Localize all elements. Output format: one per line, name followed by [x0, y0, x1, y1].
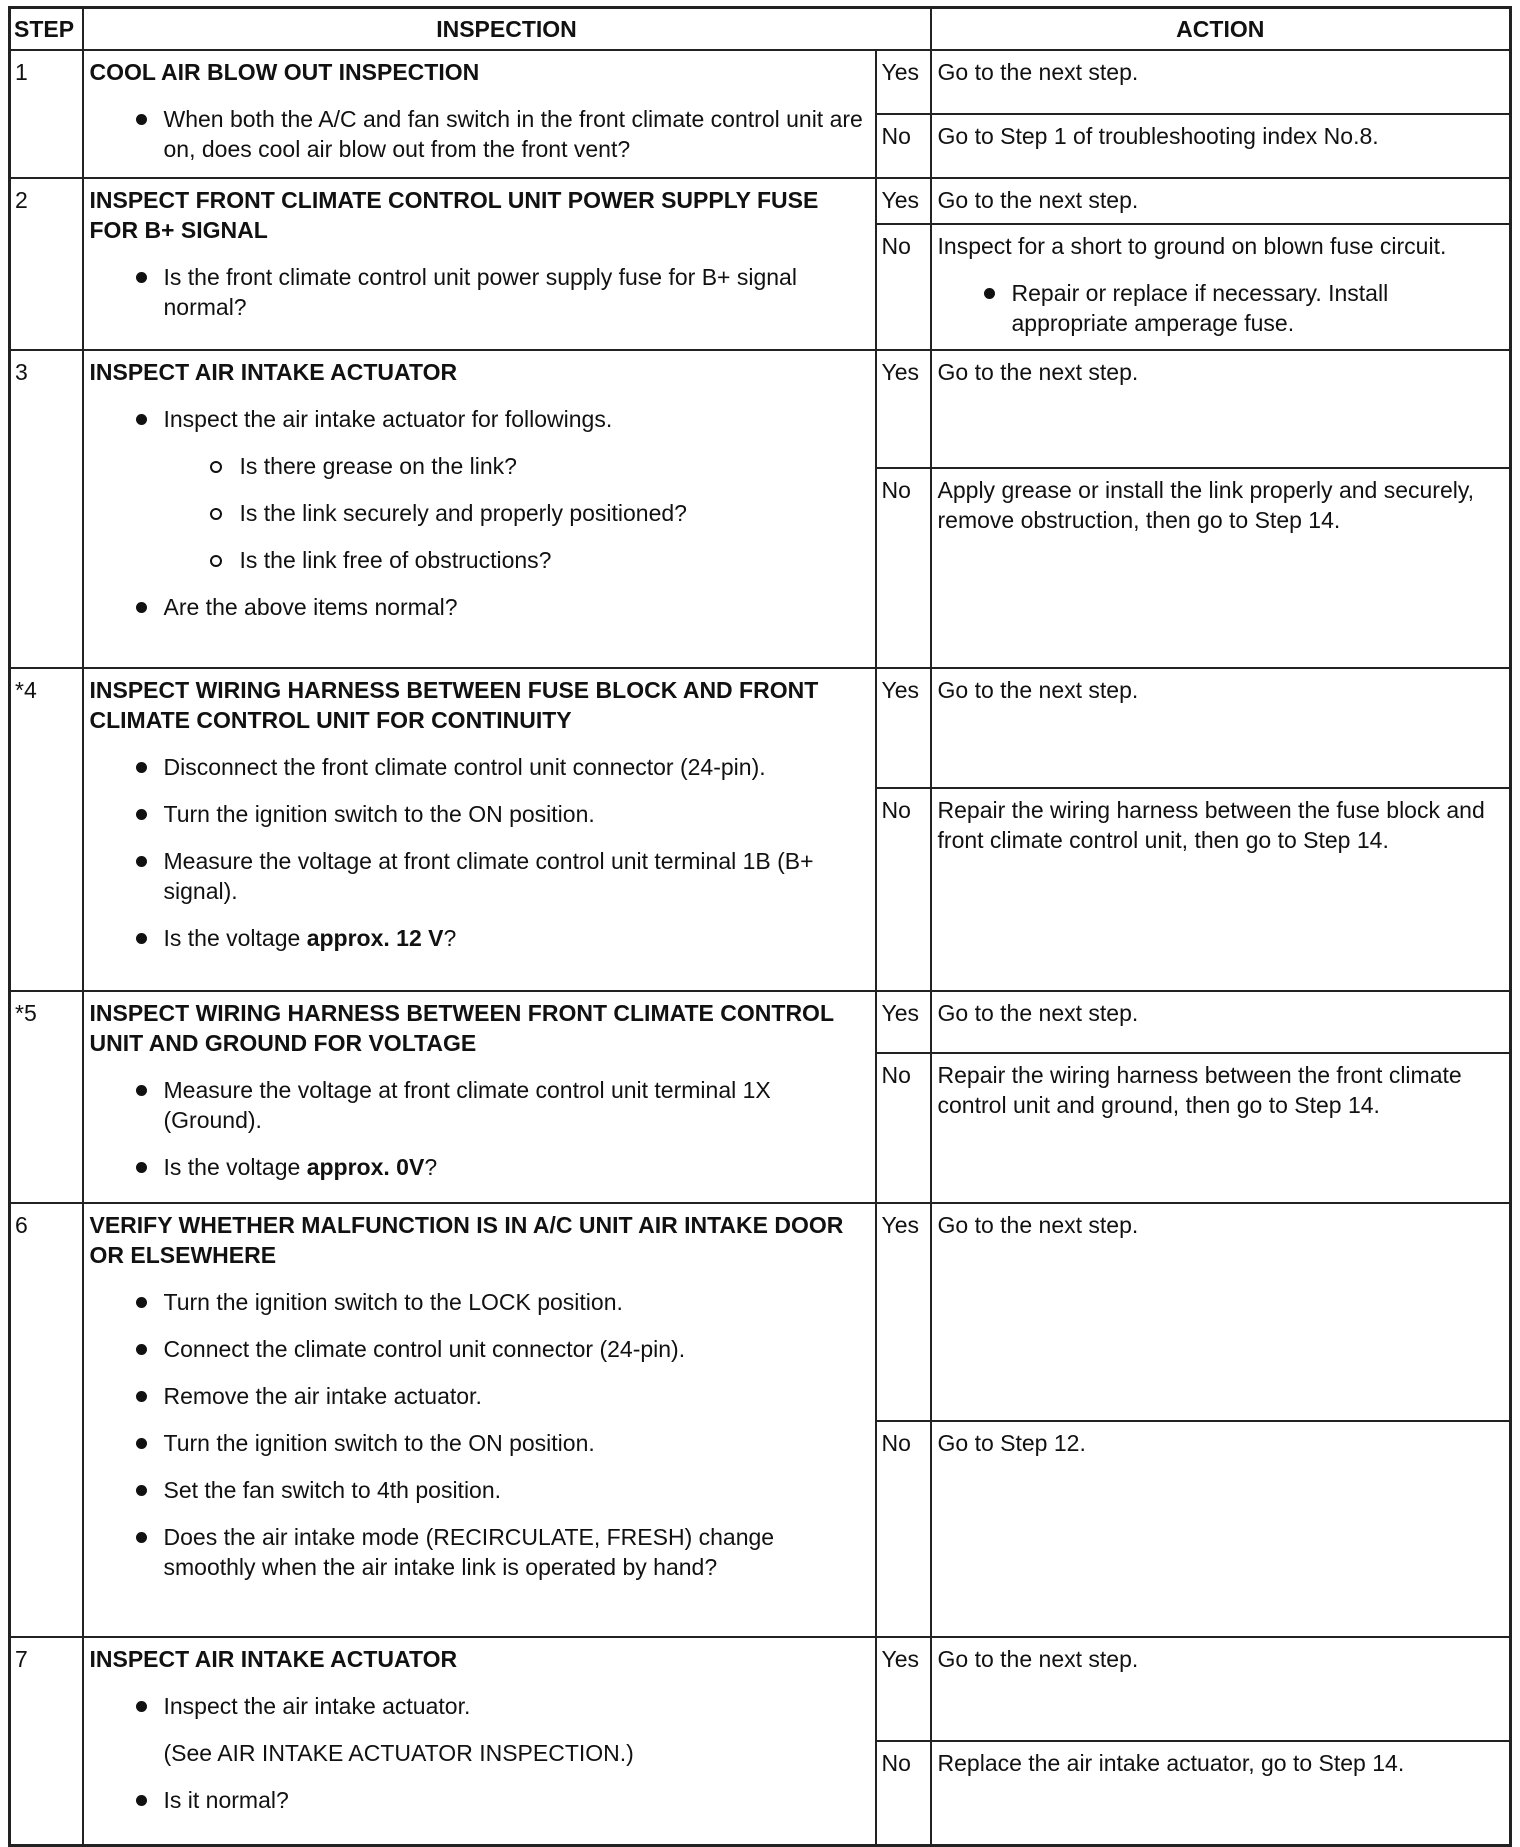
no-action-cell	[931, 224, 1511, 350]
inspection-cell	[83, 1203, 876, 1637]
inspection-item: Remove the air intake actuator.	[90, 1381, 869, 1411]
step-2-yes-row	[10, 178, 1511, 224]
bullet-icon	[136, 114, 147, 125]
bullet-icon	[136, 1701, 147, 1712]
yes-action: Go to the next step.	[931, 1203, 1511, 1421]
no-action: Go to Step 1 of troubleshooting index No.8.	[931, 114, 1511, 178]
inspection-item: Turn the ignition switch to the ON position.	[90, 799, 869, 829]
yes-label: Yes	[876, 1637, 931, 1741]
yes-action: Go to the next step.	[931, 178, 1511, 224]
step-number: *4	[10, 668, 83, 991]
yes-label: Yes	[876, 1203, 931, 1421]
inspection-item: Is the front climate control unit power supply fuse for B+ signal normal?	[90, 262, 869, 322]
yes-action: Go to the next step.	[931, 1637, 1511, 1741]
step-title: VERIFY WHETHER MALFUNCTION IS IN A/C UNIT AIR INTAKE DOOR OR ELSEWHERE	[89, 1212, 844, 1268]
inspection-item: Is the voltage approx. 12 V?	[90, 923, 869, 953]
inspection-item: Connect the climate control unit connector (24-pin).	[90, 1334, 869, 1364]
inspection-subitem: Is the link free of obstructions?	[90, 545, 869, 575]
step-number: 7	[10, 1637, 83, 1845]
header-step: STEP	[10, 8, 83, 51]
no-label: No	[876, 1741, 931, 1845]
yes-action: Go to the next step.	[931, 668, 1511, 788]
step-4-yes-row	[10, 668, 1511, 788]
no-label: No	[876, 468, 931, 668]
yes-label: Yes	[876, 178, 931, 224]
inspection-item: Measure the voltage at front climate control unit terminal 1X (Ground).	[90, 1075, 869, 1135]
yes-action: Go to the next step.	[931, 991, 1511, 1053]
inspection-cell	[83, 991, 876, 1203]
no-action: Repair the wiring harness between the fuse block and front climate control unit, then go to Step 14.	[931, 788, 1511, 991]
bullet-icon	[136, 602, 147, 613]
voltage-value: approx. 12 V	[306, 925, 444, 951]
inspection-cell	[83, 350, 876, 668]
yes-label: Yes	[876, 991, 931, 1053]
no-label: No	[876, 1053, 931, 1203]
bullet-icon	[136, 856, 147, 867]
step-number: 1	[10, 50, 83, 178]
inspection-item: Set the fan switch to 4th position.	[90, 1475, 869, 1505]
yes-action: Go to the next step.	[931, 350, 1511, 468]
no-label: No	[876, 788, 931, 991]
header-inspection: INSPECTION	[83, 8, 931, 51]
inspection-item: Inspect the air intake actuator.	[90, 1691, 869, 1721]
inspection-item: Inspect the air intake actuator for followings.	[90, 404, 869, 434]
inspection-item: Is it normal?	[90, 1785, 869, 1815]
no-label: No	[876, 224, 931, 350]
header-row	[10, 8, 1511, 51]
bullet-icon	[136, 1485, 147, 1496]
bullet-icon	[136, 1162, 147, 1173]
yes-label: Yes	[876, 668, 931, 788]
no-action-item: Repair or replace if necessary. Install appropriate amperage fuse.	[938, 278, 1504, 338]
bullet-icon	[136, 933, 147, 944]
yes-label: Yes	[876, 350, 931, 468]
inspection-subitem: Is the link securely and properly positioned?	[90, 498, 869, 528]
bullet-icon	[136, 1085, 147, 1096]
bullet-icon	[136, 1297, 147, 1308]
inspection-item: Are the above items normal?	[90, 592, 869, 622]
bullet-icon	[136, 809, 147, 820]
inspection-cell	[83, 668, 876, 991]
step-7-yes-row	[10, 1637, 1511, 1741]
bullet-icon	[136, 1391, 147, 1402]
inspection-cell	[83, 50, 876, 178]
circle-bullet-icon	[210, 555, 222, 567]
step-number: 6	[10, 1203, 83, 1637]
step-title: INSPECT FRONT CLIMATE CONTROL UNIT POWER SUPPLY FUSE FOR B+ SIGNAL	[89, 187, 819, 243]
inspection-item: Turn the ignition switch to the LOCK position.	[90, 1287, 869, 1317]
yes-label: Yes	[876, 50, 931, 114]
voltage-value: approx. 0V	[306, 1154, 425, 1180]
step-title: INSPECT AIR INTAKE ACTUATOR	[89, 1646, 458, 1672]
step-title: INSPECT WIRING HARNESS BETWEEN FUSE BLOCK AND FRONT CLIMATE CONTROL UNIT FOR CONTINUITY	[89, 677, 819, 733]
bullet-icon	[136, 272, 147, 283]
no-action: Replace the air intake actuator, go to Step 14.	[931, 1741, 1511, 1845]
bullet-icon	[136, 1438, 147, 1449]
no-action: Go to Step 12.	[931, 1421, 1511, 1637]
yes-action: Go to the next step.	[931, 50, 1511, 114]
inspection-item: When both the A/C and fan switch in the front climate control unit are on, does cool air blow out from the front vent?	[90, 104, 869, 164]
step-title: INSPECT WIRING HARNESS BETWEEN FRONT CLIMATE CONTROL UNIT AND GROUND FOR VOLTAGE	[89, 1000, 834, 1056]
step-number: *5	[10, 991, 83, 1203]
inspection-item: Measure the voltage at front climate control unit terminal 1B (B+ signal).	[90, 846, 869, 906]
no-label: No	[876, 114, 931, 178]
inspection-item: Turn the ignition switch to the ON position.	[90, 1428, 869, 1458]
inspection-item: Disconnect the front climate control unit connector (24-pin).	[90, 752, 869, 782]
no-label: No	[876, 1421, 931, 1637]
no-action: Inspect for a short to ground on blown fuse circuit.	[937, 233, 1447, 259]
inspection-item: Does the air intake mode (RECIRCULATE, FRESH) change smoothly when the air intake link is operated by hand?	[90, 1522, 869, 1582]
no-action: Apply grease or install the link properly and securely, remove obstruction, then go to Step 14.	[931, 468, 1511, 668]
inspection-cell	[83, 1637, 876, 1845]
inspection-cell	[83, 178, 876, 350]
bullet-icon	[136, 1344, 147, 1355]
inspection-subitem: Is there grease on the link?	[90, 451, 869, 481]
troubleshooting-table	[8, 6, 1512, 1847]
step-5-yes-row	[10, 991, 1511, 1053]
circle-bullet-icon	[210, 461, 222, 473]
bullet-icon	[136, 1532, 147, 1543]
circle-bullet-icon	[210, 508, 222, 520]
bullet-icon	[136, 762, 147, 773]
step-6-yes-row	[10, 1203, 1511, 1421]
inspection-item: Is the voltage approx. 0V?	[90, 1152, 869, 1182]
step-number: 3	[10, 350, 83, 668]
header-action: ACTION	[931, 8, 1511, 51]
inspection-note: (See AIR INTAKE ACTUATOR INSPECTION.)	[163, 1740, 634, 1766]
bullet-icon	[136, 414, 147, 425]
step-number: 2	[10, 178, 83, 350]
step-title: COOL AIR BLOW OUT INSPECTION	[89, 59, 480, 85]
bullet-icon	[984, 288, 995, 299]
step-1-yes-row	[10, 50, 1511, 114]
bullet-icon	[136, 1795, 147, 1806]
step-title: INSPECT AIR INTAKE ACTUATOR	[89, 359, 458, 385]
no-action: Repair the wiring harness between the front climate control unit and ground, then go to Step 14.	[931, 1053, 1511, 1203]
step-3-yes-row	[10, 350, 1511, 468]
